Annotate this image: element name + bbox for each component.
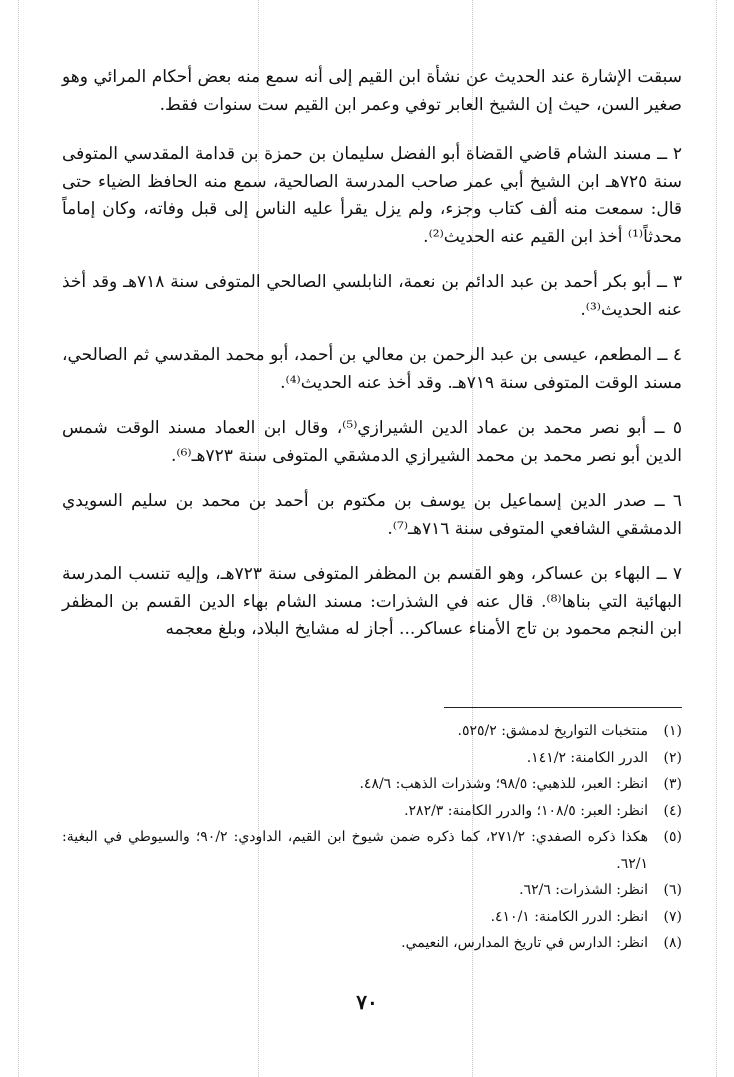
footnote <box>62 904 682 931</box>
page-number: ٧٠ <box>356 990 378 1014</box>
paragraph: ٣ ــ أبو بكر أحمد بن عبد الدائم بن نعمة، النابلسي الصالحي المتوفى سنة ٧١٨هـ وقد أخذ عنه الحديث⁽³⁾. <box>62 272 682 320</box>
footnote-text: الدرر الكامنة: ١٤١/٢. <box>526 749 648 766</box>
footnote <box>62 771 682 798</box>
footnote-number: (٢) <box>663 749 682 766</box>
footnote-number: (١) <box>663 723 682 739</box>
footnote-text: انظر: الدارس في تاريخ المدارس، النعيمي. <box>401 935 648 951</box>
paragraph: ٢ ــ مسند الشام قاضي القضاة أبو الفضل سليمان بن حمزة بن قدامة المقدسي المتوفى سنة ٧٢٥هـ ابن الشيخ أبي عمر صاحب المدرسة الصالحية، سمع منه الحافظ الضياء حتى قال: سمعت منه ألف كتاب وجزء، ولم يزل يقرأ عليه الناس إلى قبل وفاته، وكان إماماً محدثاً⁽¹⁾ أخذ ابن القيم عنه الحديث⁽²⁾. <box>62 144 682 247</box>
scan-guide-line <box>18 0 19 1077</box>
footnote <box>62 798 682 825</box>
footnote <box>62 745 682 772</box>
paragraph: ٤ ــ المطعم، عيسى بن عبد الرحمن بن معالي بن أحمد، أبو محمد المقدسي ثم الصالحي، مسند الوقت المتوفى سنة ٧١٩هـ. وقد أخذ عنه الحديث⁽⁴⁾. <box>62 345 682 393</box>
footnote-divider <box>444 707 682 708</box>
footnote-number: (٣) <box>663 776 682 792</box>
footnote <box>62 930 682 957</box>
footnote-number: (٧) <box>663 908 682 925</box>
footnote-text: هكذا ذكره الصفدي: ٢٧١/٢، كما ذكره ضمن شيوخ ابن القيم، الداودي: ٩٠/٢؛ والسيوطي في البغية: ٦٢/١. <box>62 829 648 872</box>
footnote <box>62 877 682 904</box>
footnote <box>62 718 682 745</box>
paragraph: ٧ ــ البهاء بن عساكر، وهو القسم بن المظفر المتوفى سنة ٧٢٣هـ، وإليه تنسب المدرسة البهائية التي بناها⁽⁸⁾. قال عنه في الشذرات: مسند الشام بهاء الدين القسم بن المظفر ابن النجم محمود بن تاج الأمناء عساكر... أجاز له مشايخ البلاد، وبلغ معجمه <box>62 564 682 639</box>
footnote <box>62 824 682 877</box>
footnote-number: (٥) <box>663 829 682 845</box>
footnote-text: انظر: العبر، للذهبي: ٩٨/٥؛ وشذرات الذهب: ٤٨/٦. <box>359 776 648 792</box>
footnote-text: منتخبات التواريخ لدمشق: ٥٢٥/٢. <box>457 723 648 739</box>
footnote-number: (٨) <box>663 935 682 951</box>
scan-guide-line <box>716 0 717 1077</box>
footnote-number: (٤) <box>663 802 682 819</box>
paragraph: ٦ ــ صدر الدين إسماعيل بن يوسف بن مكتوم بن أحمد بن محمد بن سليم السويدي الدمشقي الشافعي المتوفى سنة ٧١٦هـ⁽⁷⁾. <box>62 491 682 539</box>
footnote-text: انظر: العبر: ١٠٨/٥؛ والدرر الكامنة: ٢٨٢/٣. <box>404 802 648 819</box>
footnote-text: انظر: الشذرات: ٦٢/٦. <box>519 882 648 898</box>
footnote-text: انظر: الدرر الكامنة: ٤١٠/١. <box>490 908 648 925</box>
paragraph: ٥ ــ أبو نصر محمد بن عماد الدين الشيرازي⁽⁵⁾، وقال ابن العماد مسند الوقت شمس الدين أبو نصر محمد بن محمد الشيرازي الدمشقي المتوفى سنة ٧٢٣هـ⁽⁶⁾. <box>62 418 682 466</box>
footnotes <box>62 718 682 957</box>
main-text <box>62 64 682 662</box>
footnote-number: (٦) <box>663 882 682 898</box>
paragraph: سبقت الإشارة عند الحديث عن نشأة ابن القيم إلى أنه سمع منه بعض أحكام المرائي وهو صغير السن، حيث إن الشيخ العابر توفي وعمر ابن القيم ست سنوات فقط. <box>62 67 682 115</box>
